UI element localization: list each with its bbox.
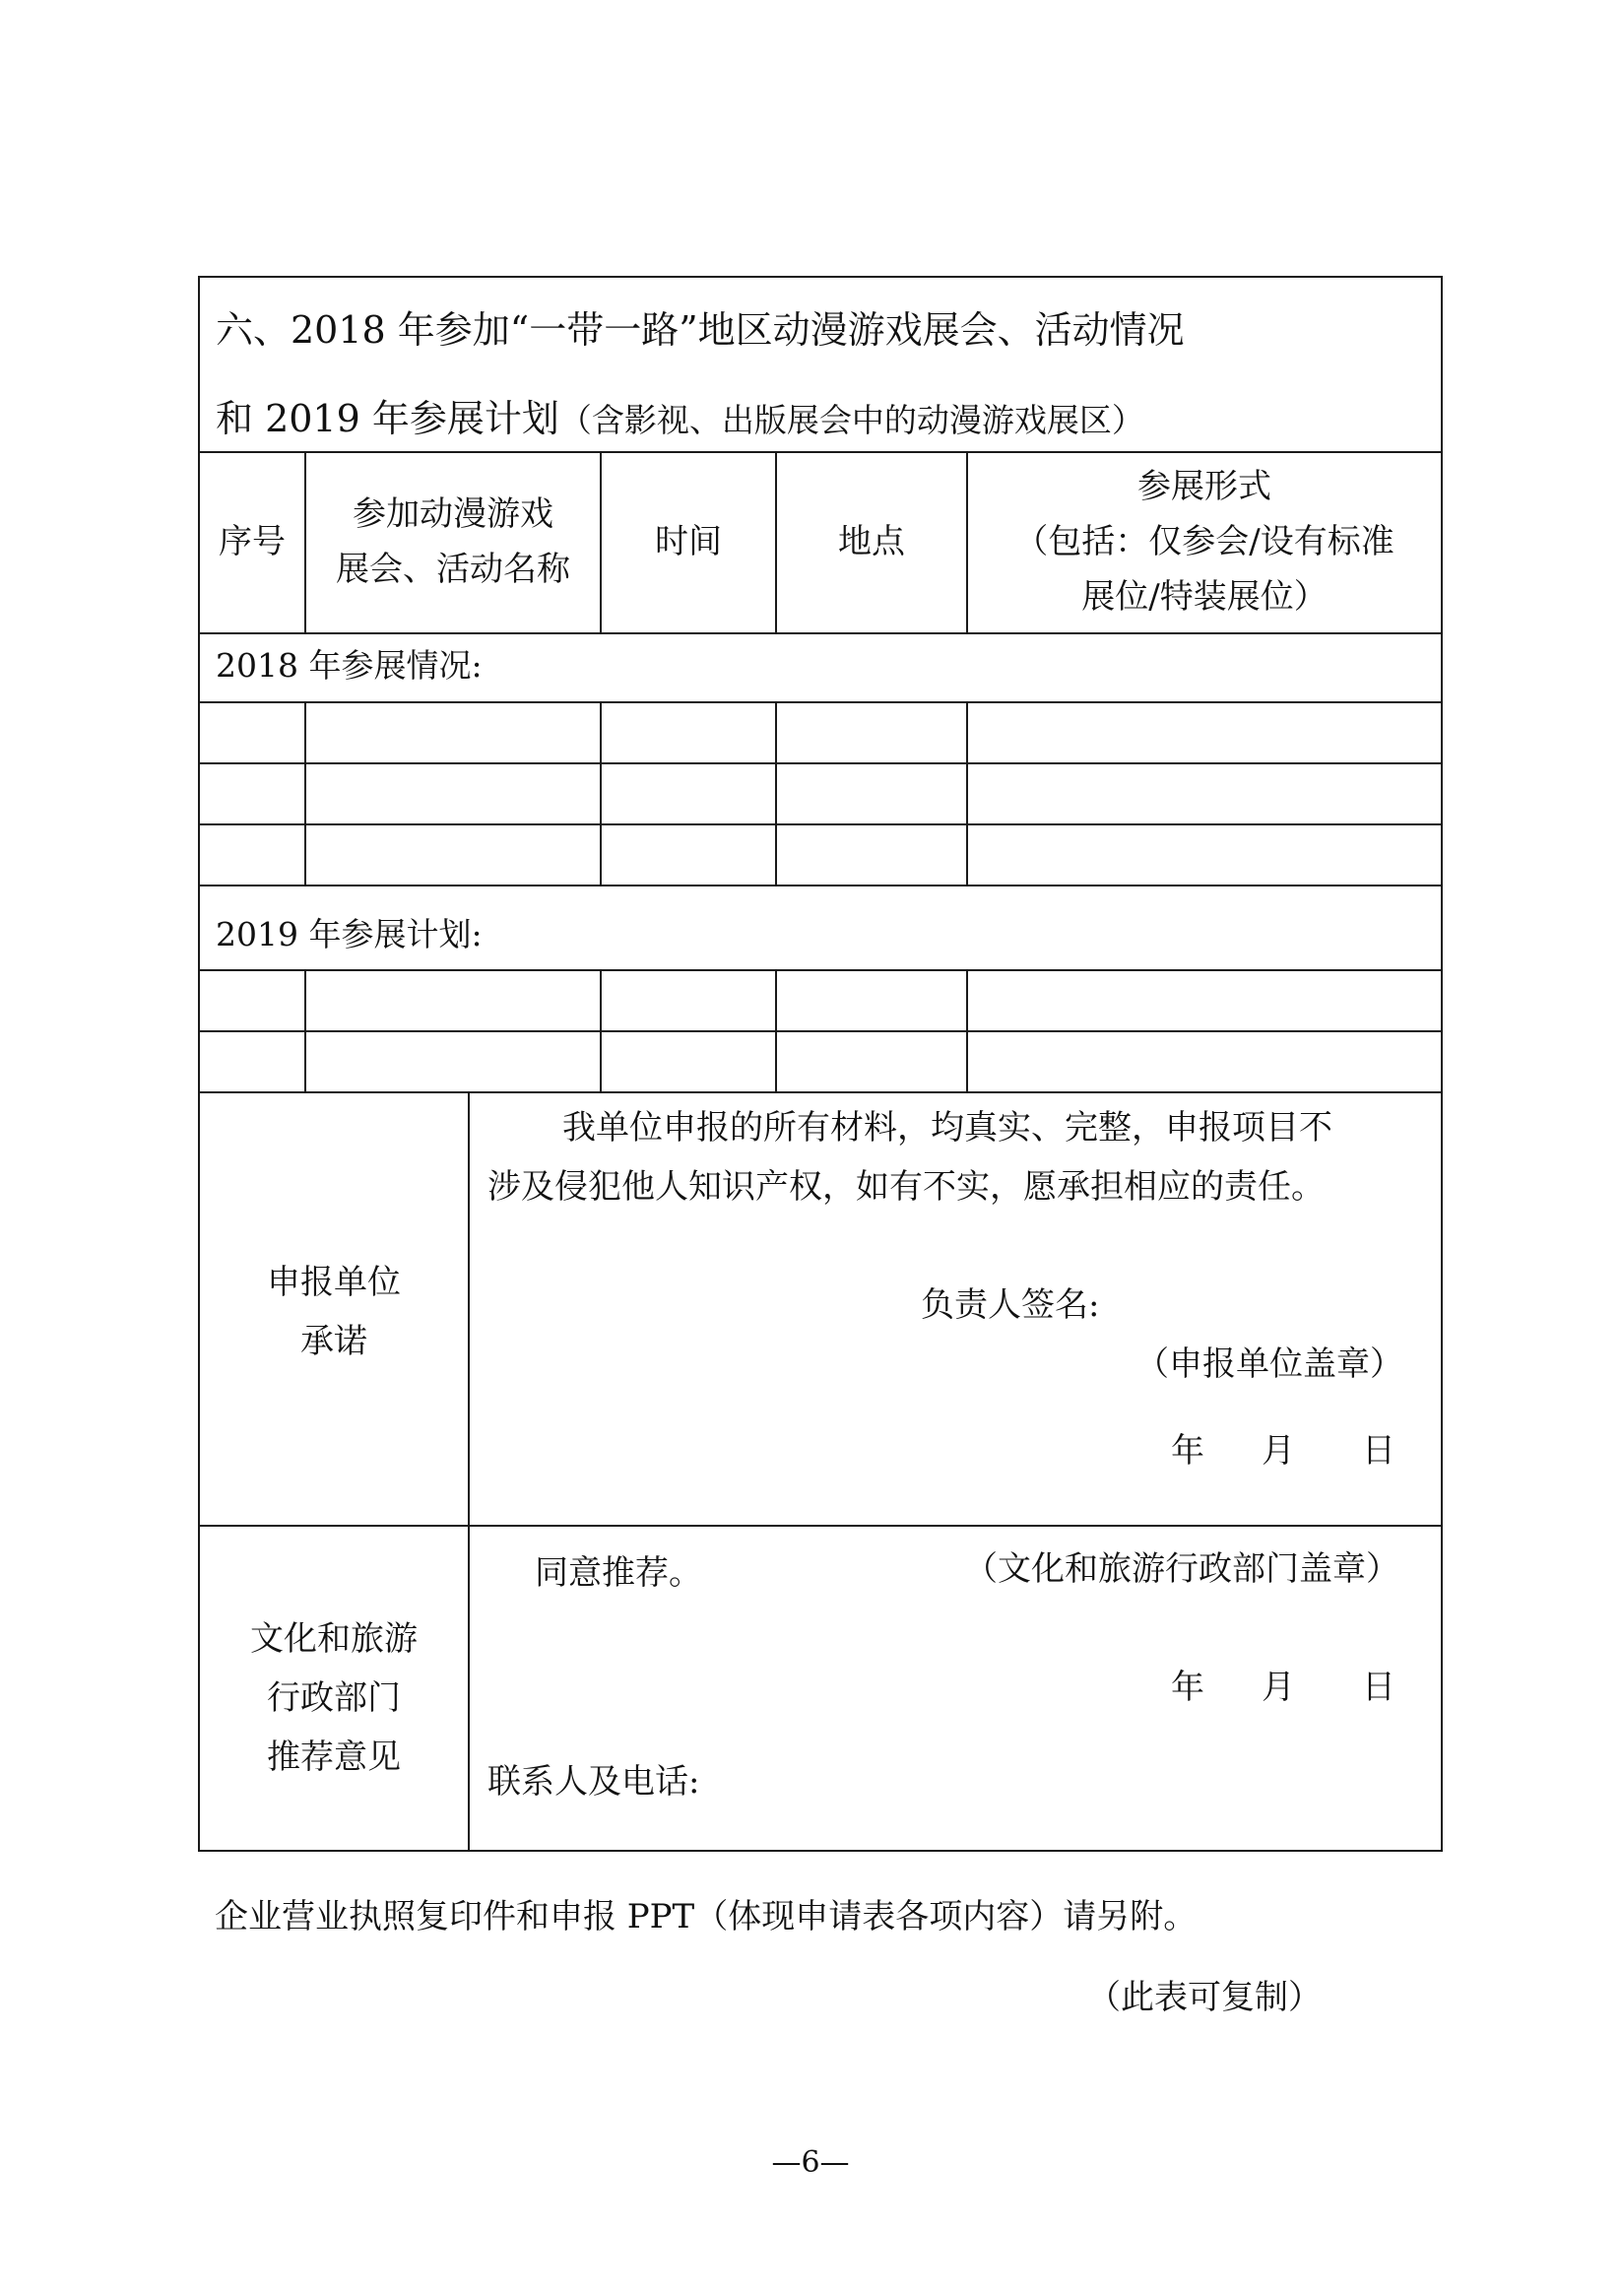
col-rule [304,701,306,885]
footer-note: 企业营业执照复印件和申报 PPT（体现申请表各项内容）请另附。 [215,1897,1198,1936]
label-2018: 2018 年参展情况: [216,646,483,685]
col-rule [775,969,777,1091]
recommendation-year: 年 [1171,1668,1204,1707]
commitment-text-line1: 我单位申报的所有材料，均真实、完整，申报项目不 [562,1108,1332,1148]
commitment-year: 年 [1171,1431,1204,1471]
commitment-day: 日 [1362,1431,1395,1471]
signature-label: 负责人签名: [921,1285,1100,1325]
header-form-line3: 展位/特装展位） [1081,577,1328,617]
header-event-name [306,487,600,597]
rule-commitment-bottom [200,1525,1441,1527]
commitment-seal: （申报单位盖章） [1135,1345,1403,1384]
rule-2019-bottom [200,1091,1441,1093]
header-form-line1: 参展形式 [1137,467,1271,506]
rule-2018-bottom [200,885,1441,886]
label-2019: 2019 年参展计划: [216,915,483,953]
recommendation-seal: （文化和旅游行政部门盖章） [964,1549,1399,1589]
header-place-text: 地点 [838,522,905,561]
col-rule [600,701,602,885]
recommendation-day: 日 [1362,1668,1395,1707]
header-time-text: 时间 [655,522,722,561]
header-no-text: 序号 [219,522,286,561]
recommendation-label-line1: 文化和旅游 [250,1619,418,1659]
section-title-line1: 六、2018 年参加“一带一路”地区动漫游戏展会、活动情况 [216,308,1185,352]
rule-2019-row1 [200,1030,1441,1032]
rule-header-bottom [200,632,1441,634]
col-rule [966,701,968,885]
rule-2018-row2 [200,823,1441,825]
commitment-label-line2: 承诺 [300,1322,367,1361]
rule-2019-label-bottom [200,969,1441,971]
copy-note: （此表可复制） [1087,1978,1322,2017]
commitment-label [200,1253,468,1371]
header-exhibit-form [968,459,1441,624]
rule-2018-label-bottom [200,701,1441,703]
rule-2018-row1 [200,762,1441,764]
commitment-month: 月 [1262,1431,1295,1471]
recommendation-month: 月 [1262,1668,1295,1707]
header-time [602,514,775,569]
col-rule [775,701,777,885]
recommendation-label-line2: 行政部门 [267,1678,401,1718]
page-number: —6— [771,2145,850,2180]
rule-title-bottom [200,451,1441,453]
header-name-line2: 展会、活动名称 [336,550,570,589]
agree-text: 同意推荐。 [535,1553,702,1593]
application-form-table [198,276,1443,1852]
section-title-main: 和 2019 年参展计划 [216,397,559,440]
label-col-rule [468,1091,470,1852]
recommendation-label [200,1609,468,1787]
commitment-label-line1: 申报单位 [267,1263,401,1302]
col-rule [304,969,306,1091]
col-rule [966,969,968,1091]
header-place [777,514,966,569]
recommendation-label-line3: 推荐意见 [267,1738,401,1777]
col-rule [600,969,602,1091]
section-title-note: （含影视、出版展会中的动漫游戏展区） [558,401,1144,439]
section-title-line2 [216,397,1144,440]
contact-label: 联系人及电话: [487,1762,700,1802]
header-no [200,514,304,569]
commitment-text-line2: 涉及侵犯他人知识产权，如有不实，愿承担相应的责任。 [487,1167,1325,1207]
header-form-line2: （包括：仅参会/设有标准 [1014,522,1394,561]
header-name-line1: 参加动漫游戏 [353,494,553,534]
